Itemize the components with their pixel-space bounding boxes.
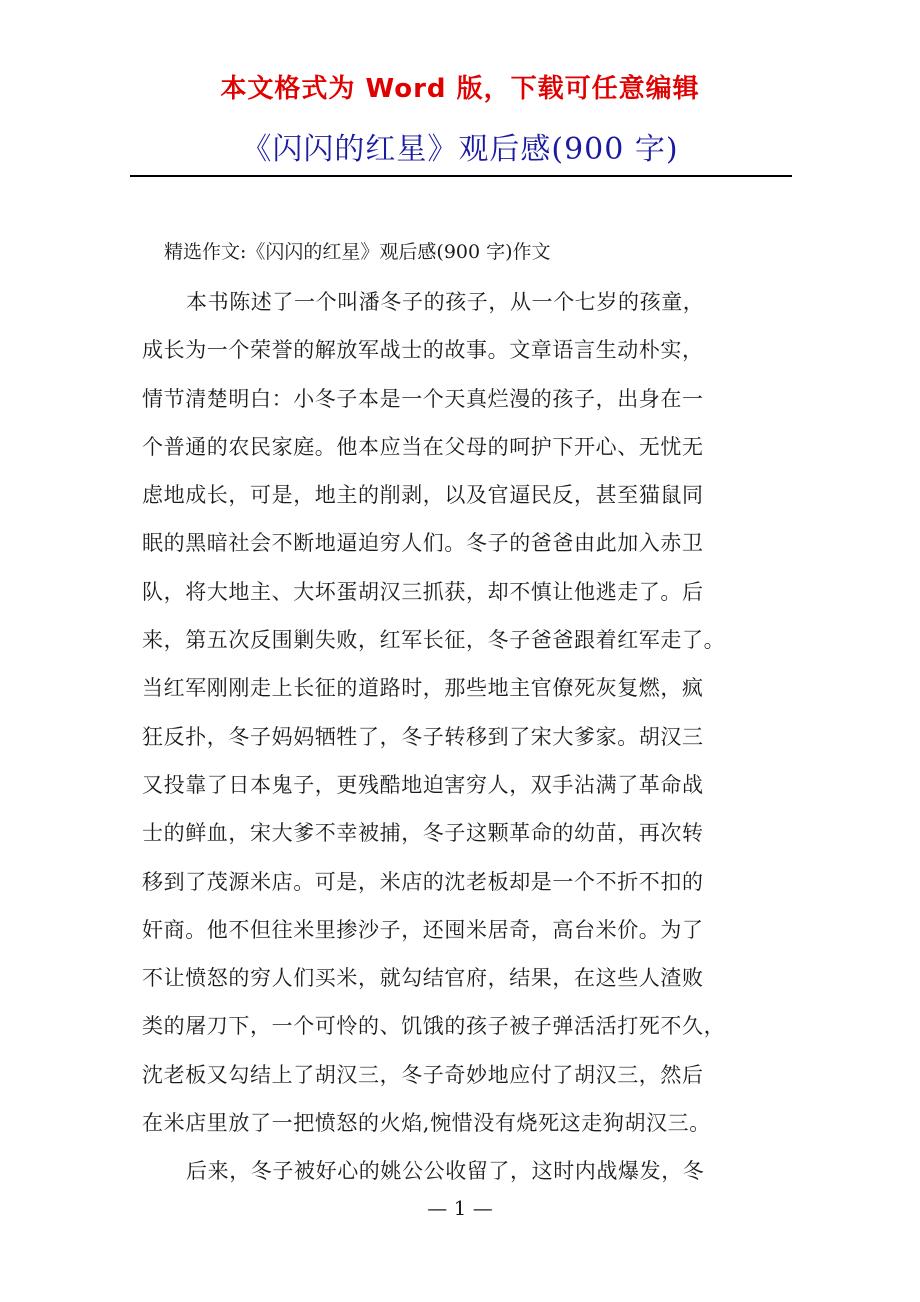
- text-line: 当红军刚刚走上长征的道路时，那些地主官僚死灰复燃，疯: [142, 676, 704, 701]
- text-line: 虑地成长，可是，地主的削剥，以及官逼民反，甚至猫鼠同: [142, 483, 704, 508]
- text-line: 不让愤怒的穷人们买米，就勾结官府，结果，在这些人渣败: [142, 966, 704, 991]
- text-line: 士的鲜血，宋大爹不幸被捕，冬子这颗革命的幼苗，再次转: [142, 821, 704, 846]
- text-line: 成长为一个荣誉的解放军战士的故事。文章语言生动朴实，: [142, 338, 704, 363]
- text-line: 眠的黑暗社会不断地逼迫穷人们。冬子的爸爸由此加入赤卫: [142, 531, 704, 556]
- text-line: 在米店里放了一把愤怒的火焰,惋惜没有烧死这走狗胡汉三。: [142, 1111, 711, 1136]
- text-line: 情节清楚明白：小冬子本是一个天真烂漫的孩子，出身在一: [142, 386, 704, 411]
- text-line: 本书陈述了一个叫潘冬子的孩子，从一个七岁的孩童，: [186, 290, 705, 314]
- text-line: 狂反扑，冬子妈妈牺牲了，冬子转移到了宋大爹家。胡汉三: [142, 724, 704, 749]
- text-line: 奸商。他不但往米里掺沙子，还囤米居奇，高台米价。为了: [142, 917, 704, 942]
- text-line: 后来，冬子被好心的姚公公收留了，这时内战爆发，冬: [186, 1159, 705, 1184]
- document-title: 《闪闪的红星》观后感(900 字): [241, 132, 679, 167]
- article-body: [142, 232, 782, 1196]
- article-source-line: 精选作文:《闪闪的红星》观后感(900 字)作文: [164, 241, 551, 263]
- page-number: — 1 —: [427, 1196, 493, 1220]
- text-line: 个普通的农民家庭。他本应当在父母的呵护下开心、无忧无: [142, 434, 704, 459]
- text-line: 类的屠刀下，一个可怜的、饥饿的孩子被子弹活活打死不久，: [142, 1014, 726, 1039]
- format-notice: 本文格式为 Word 版，下载可任意编辑: [220, 74, 700, 104]
- text-line: 队，将大地主、大坏蛋胡汉三抓获，却不慎让他逃走了。后: [142, 579, 704, 604]
- text-line: 来，第五次反围剿失败，红军长征，冬子爸爸跟着红军走了。: [142, 628, 726, 653]
- text-line: 又投靠了日本鬼子，更残酷地迫害穷人，双手沾满了革命战: [142, 772, 704, 797]
- text-line: 移到了茂源米店。可是，米店的沈老板却是一个不折不扣的: [142, 869, 704, 894]
- text-line: 沈老板又勾结上了胡汉三，冬子奇妙地应付了胡汉三，然后: [142, 1062, 704, 1087]
- header-divider: [130, 175, 792, 177]
